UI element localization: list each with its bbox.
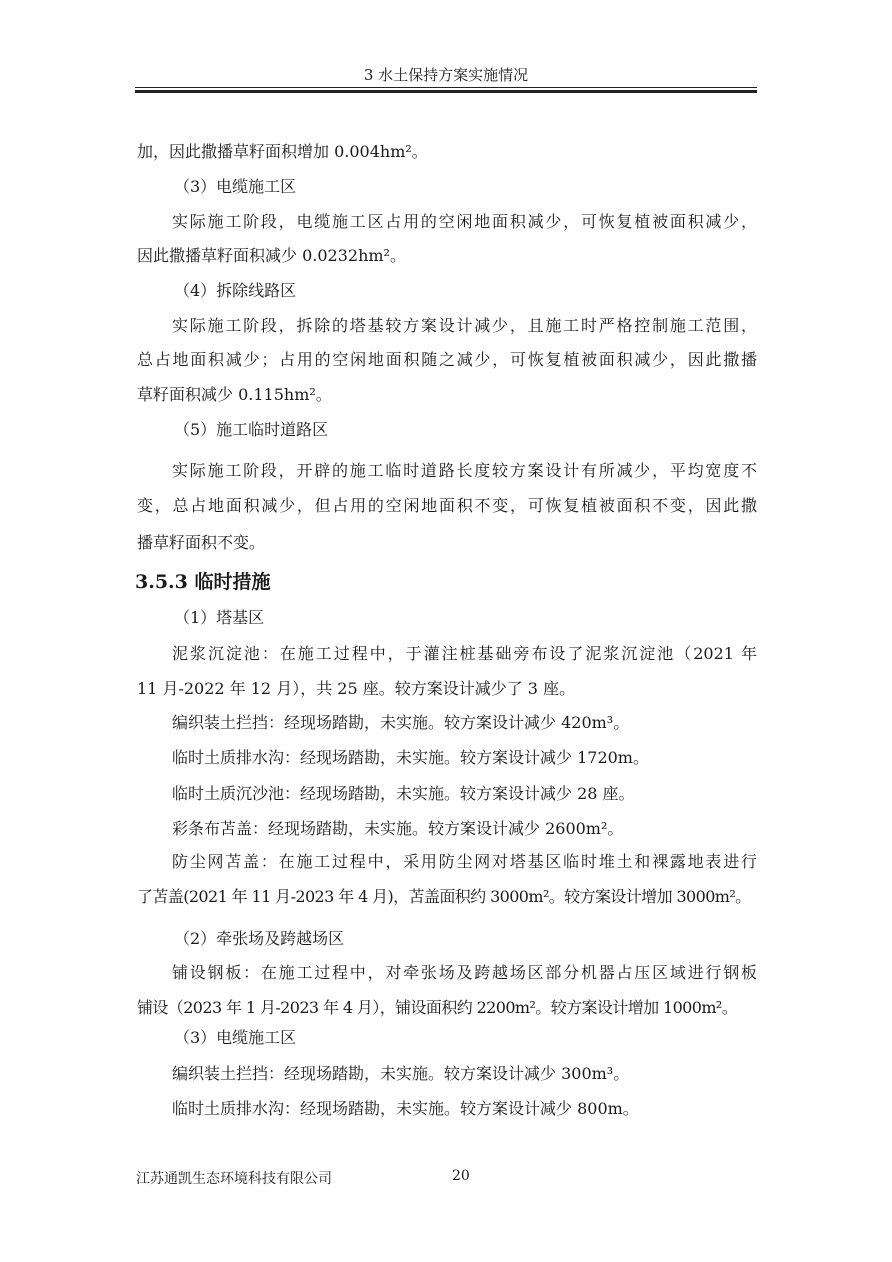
paragraph-line: 泥浆沉淀池：在施工过程中，于灌注桩基础旁布设了泥浆沉淀池（2021 年: [172, 644, 757, 663]
paragraph-line: 草籽面积减少 0.115hm²。: [137, 385, 332, 404]
section-label: （2）牵张场及跨越场区: [174, 929, 345, 948]
paragraph-line: 实际施工阶段，开辟的施工临时道路长度较方案设计有所减少，平均宽度不: [172, 461, 757, 480]
paragraph-line: 彩条布苫盖：经现场踏勘，未实施。较方案设计减少 2600m²。: [172, 819, 624, 838]
paragraph-line: 总占地面积减少；占用的空闲地面积随之减少，可恢复植被面积减少，因此撒播: [137, 350, 757, 369]
paragraph-line: 编织装土拦挡：经现场踏勘，未实施。较方案设计减少 300m³。: [172, 1064, 630, 1083]
header-rule-thick: [135, 90, 757, 93]
paragraph-line: 铺设（2023 年 1 月-2023 年 4 月），铺设面积约 2200m²。较方案设计增加 1000m²。: [137, 998, 738, 1017]
paragraph-line: 播草籽面积不变。: [137, 533, 266, 552]
section-label: （4）拆除线路区: [174, 281, 297, 300]
paragraph-line: 临时土质排水沟：经现场踏勘，未实施。较方案设计减少 1720m。: [172, 748, 649, 767]
page-number: 20: [452, 1168, 470, 1184]
paragraph-line: 临时土质沉沙池：经现场踏勘，未实施。较方案设计减少 28 座。: [172, 784, 635, 803]
paragraph-line: 临时土质排水沟：经现场踏勘，未实施。较方案设计减少 800m。: [172, 1099, 639, 1118]
header-rule-thin: [135, 87, 757, 88]
section-label: （3）电缆施工区: [174, 177, 297, 196]
subsection-heading: 3.5.3 临时措施: [135, 571, 271, 593]
page-header-title: 3 水土保持方案实施情况: [363, 66, 529, 84]
section-label: （1）塔基区: [174, 608, 265, 627]
paragraph-line: 铺设钢板：在施工过程中，对牵张场及跨越场区部分机器占压区域进行钢板: [172, 963, 757, 982]
footer-company: 江苏通凯生态环境科技有限公司: [136, 1171, 332, 1187]
paragraph-line: 加，因此撒播草籽面积增加 0.004hm²。: [137, 142, 428, 161]
paragraph-line: 11 月-2022 年 12 月），共 25 座。较方案设计减少了 3 座。: [137, 679, 576, 698]
paragraph-line: 编织装土拦挡：经现场踏勘，未实施。较方案设计减少 420m³。: [172, 713, 630, 732]
paragraph-line: 了苫盖(2021 年 11 月-2023 年 4 月)，苫盖面积约 3000m²。较方案设计增加 3000m²。: [137, 887, 751, 906]
paragraph-line: 变，总占地面积减少，但占用的空闲地面积不变，可恢复植被面积不变，因此撒: [137, 496, 757, 515]
paragraph-line: 因此撒播草籽面积减少 0.0232hm²。: [137, 246, 406, 265]
section-label: （5）施工临时道路区: [174, 420, 329, 439]
paragraph-line: 实际施工阶段，拆除的塔基较方案设计减少，且施工时严格控制施工范围，: [172, 316, 757, 335]
paragraph-line: 实际施工阶段，电缆施工区占用的空闲地面积减少，可恢复植被面积减少，: [172, 212, 757, 231]
paragraph-line: 防尘网苫盖：在施工过程中，采用防尘网对塔基区临时堆土和裸露地表进行: [172, 852, 757, 871]
section-label: （3）电缆施工区: [174, 1028, 297, 1047]
